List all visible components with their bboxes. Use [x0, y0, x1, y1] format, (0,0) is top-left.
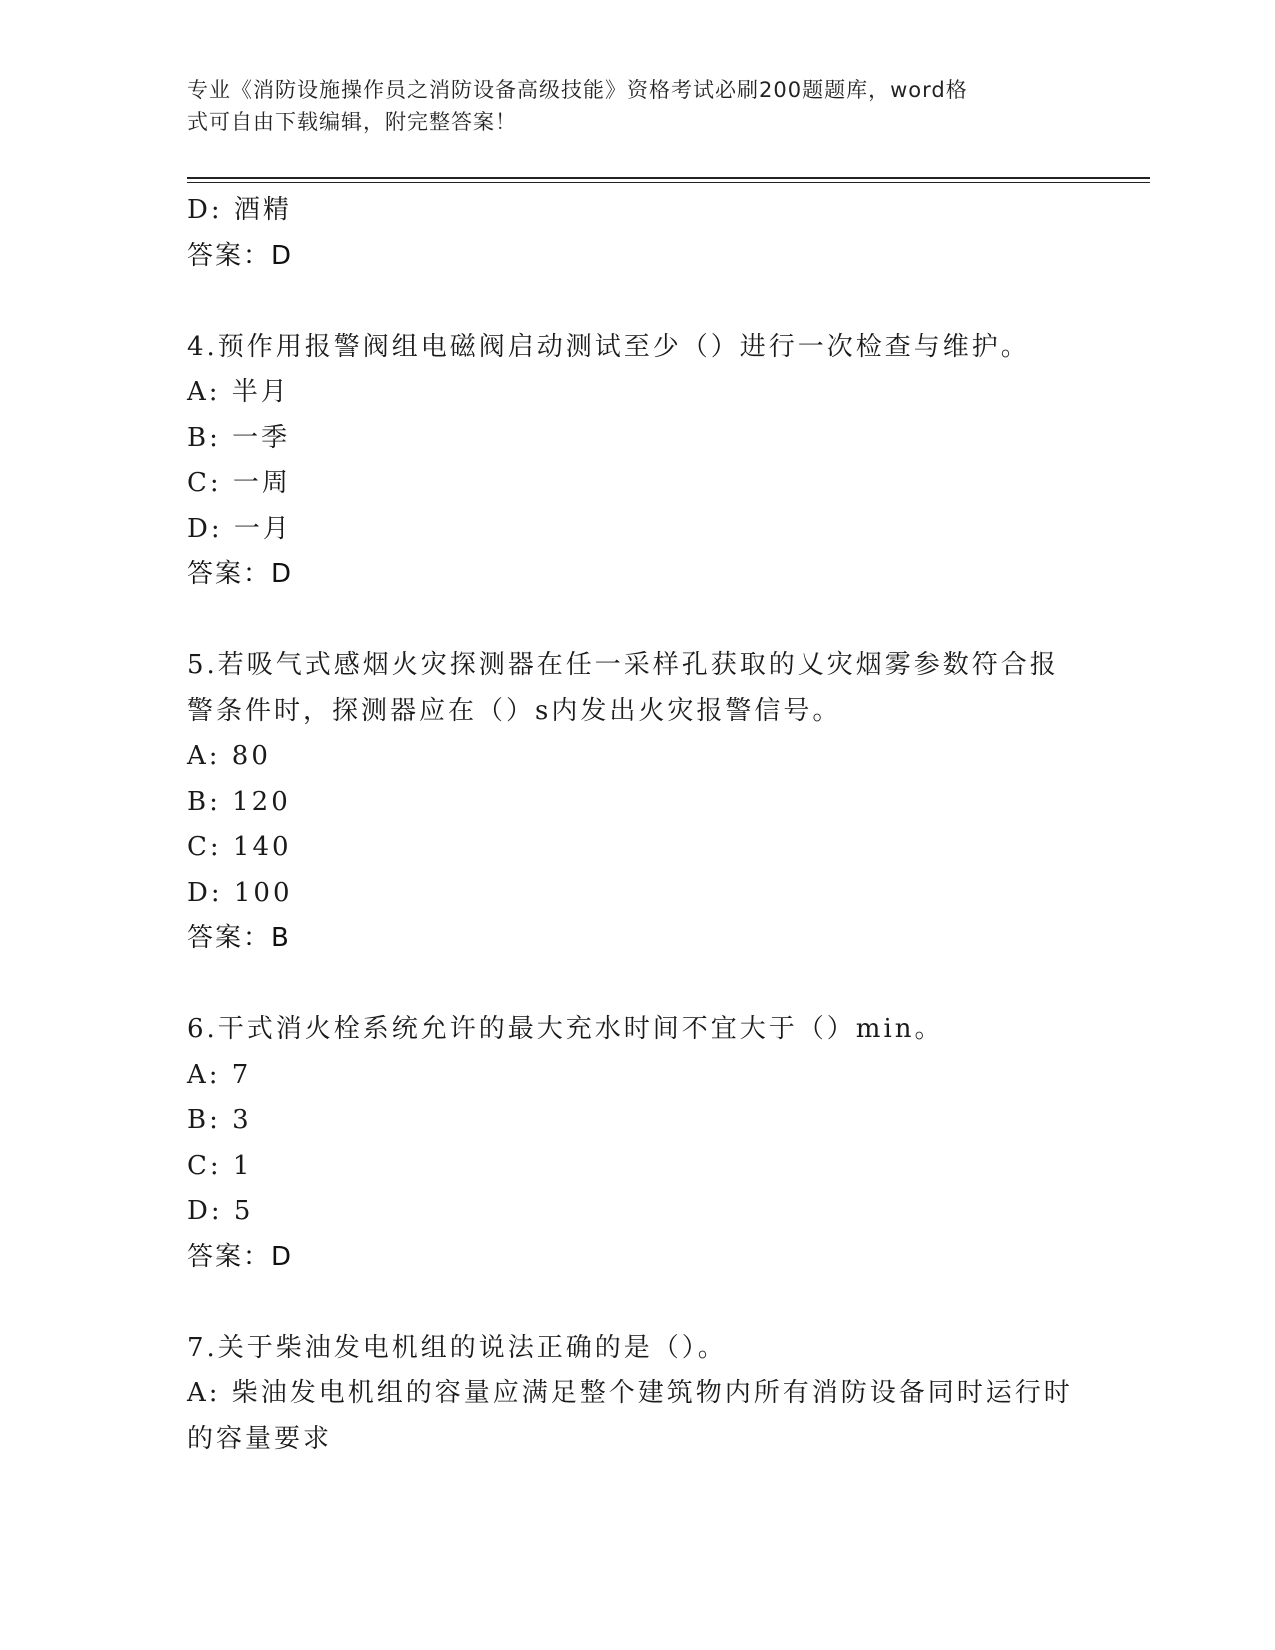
question-3-answer: 答案：D — [187, 240, 294, 271]
question-5-option-d: D: 100 — [187, 877, 293, 908]
question-list — [187, 188, 1087, 1462]
question-6-text: 6.干式消火栓系统允许的最大充水时间不宜大于（）min。 — [187, 1014, 944, 1044]
question-4-option-c: C: 一周 — [187, 468, 291, 498]
question-6-answer: 答案：D — [187, 1241, 294, 1272]
question-4-block — [187, 325, 1087, 598]
question-6-option-c: C: 1 — [187, 1150, 253, 1181]
question-4-option-d: D: 一月 — [187, 513, 292, 544]
question-7-option-a-line-1: A: 柴油发电机组的容量应满足整个建筑物内所有消防设备同时运行时 — [187, 1378, 1073, 1408]
document-header — [187, 74, 1067, 138]
header-line-1: 专业《消防设施操作员之消防设备高级技能》资格考试必刷200题题库，word格 — [187, 78, 968, 102]
question-3-option-d: D: 酒精 — [187, 195, 292, 225]
question-5-block — [187, 643, 1087, 962]
spacer — [187, 598, 1087, 644]
spacer — [187, 279, 1087, 325]
question-6-option-a: A: 7 — [187, 1059, 252, 1090]
spacer — [187, 962, 1087, 1008]
spacer — [187, 1280, 1087, 1326]
question-5-option-b: B: 120 — [187, 786, 291, 817]
question-7-block — [187, 1326, 1087, 1463]
question-6-option-d: D: 5 — [187, 1196, 254, 1226]
question-5-answer: 答案：B — [187, 923, 291, 953]
question-3-block — [187, 188, 1087, 279]
question-7-option-a-line-2: 的容量要求 — [187, 1423, 333, 1454]
question-7-text: 7.关于柴油发电机组的说法正确的是（）。 — [187, 1332, 727, 1363]
question-5-text-line-1: 5.若吸气式感烟火灾探测器在任一采样孔获取的乂灾烟雾参数符合报 — [187, 650, 1059, 680]
question-4-option-a: A: 半月 — [187, 377, 290, 407]
question-5-option-a: A: 80 — [187, 741, 271, 771]
question-4-option-b: B: 一季 — [187, 422, 291, 453]
question-5-option-c: C: 140 — [187, 832, 292, 862]
question-5-text-line-2: 警条件时，探测器应在（）s内发出火灾报警信号。 — [187, 695, 842, 726]
question-6-block — [187, 1007, 1087, 1280]
question-4-answer: 答案：D — [187, 559, 294, 589]
header-divider-thick — [187, 177, 1150, 179]
question-4-text: 4.预作用报警阀组电磁阀启动测试至少（）进行一次检查与维护。 — [187, 331, 1030, 362]
question-6-option-b: B: 3 — [187, 1105, 252, 1135]
header-line-2: 式可自由下载编辑，附完整答案！ — [187, 110, 517, 134]
header-divider-thin — [187, 182, 1150, 183]
